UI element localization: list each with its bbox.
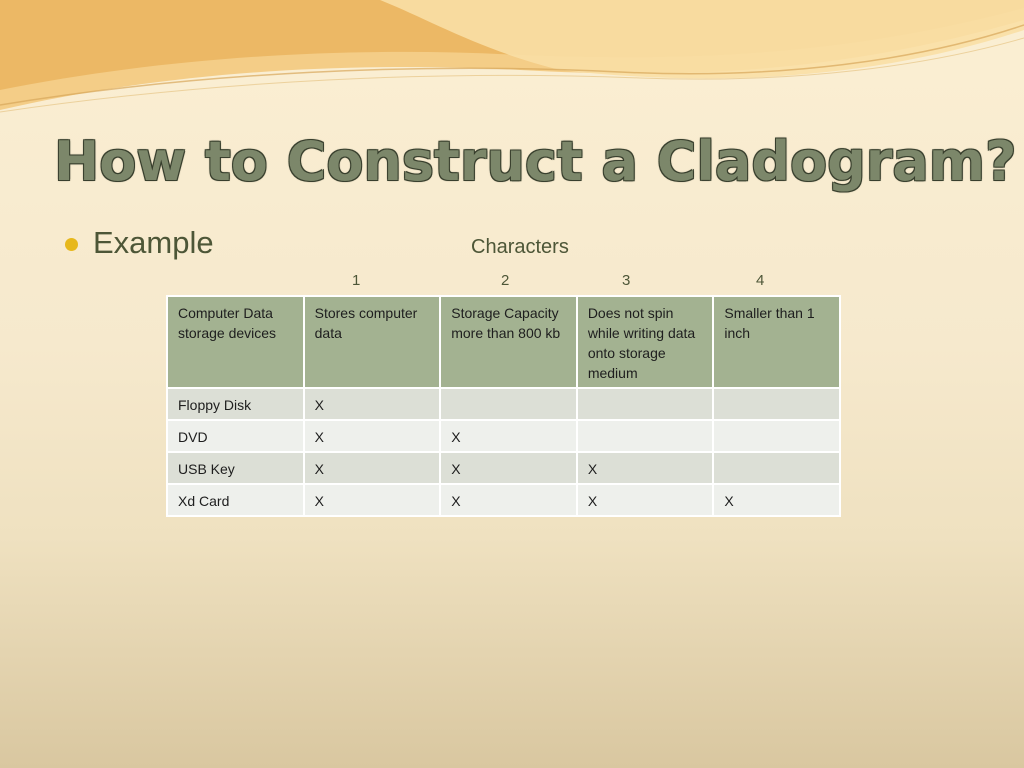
header-cell-character-2: Storage Capacity more than 800 kb bbox=[440, 296, 577, 388]
table-cell bbox=[577, 420, 714, 452]
table-row bbox=[167, 420, 840, 452]
character-number-3: 3 bbox=[622, 272, 631, 289]
table-cell: X bbox=[304, 484, 441, 516]
table-cell: X bbox=[440, 420, 577, 452]
table-cell bbox=[713, 452, 840, 484]
character-number-2: 2 bbox=[501, 272, 510, 289]
table-cell: X bbox=[440, 452, 577, 484]
table-cell: X bbox=[304, 452, 441, 484]
character-number-1: 1 bbox=[352, 272, 361, 289]
table-cell: X bbox=[577, 452, 714, 484]
table-cell bbox=[713, 420, 840, 452]
table-row bbox=[167, 484, 840, 516]
table-cell bbox=[577, 388, 714, 420]
table-cell: X bbox=[713, 484, 840, 516]
header-cell-devices: Computer Data storage devices bbox=[167, 296, 304, 388]
table-cell-device-name: DVD bbox=[167, 420, 304, 452]
header-cell-character-3: Does not spin while writing data onto storage medium bbox=[577, 296, 714, 388]
bullet-example: Example bbox=[93, 225, 214, 260]
slide-title: How to Construct a Cladogram? bbox=[54, 130, 1017, 193]
table-cell-device-name: Floppy Disk bbox=[167, 388, 304, 420]
character-number-4: 4 bbox=[756, 272, 765, 289]
table-cell: X bbox=[577, 484, 714, 516]
table-cell bbox=[713, 388, 840, 420]
table-row bbox=[167, 388, 840, 420]
table-cell: X bbox=[440, 484, 577, 516]
header-cell-character-4: Smaller than 1 inch bbox=[713, 296, 840, 388]
table-row bbox=[167, 452, 840, 484]
decorative-swoosh-banner bbox=[0, 0, 1024, 130]
table-cell: X bbox=[304, 388, 441, 420]
character-table bbox=[166, 295, 841, 517]
header-cell-character-1: Stores computer data bbox=[304, 296, 441, 388]
table-cell: X bbox=[304, 420, 441, 452]
table-cell-device-name: USB Key bbox=[167, 452, 304, 484]
table-header-row bbox=[167, 296, 840, 388]
characters-label: Characters bbox=[471, 236, 569, 258]
bullet-dot-icon bbox=[65, 238, 78, 251]
table-cell bbox=[440, 388, 577, 420]
table-cell-device-name: Xd Card bbox=[167, 484, 304, 516]
